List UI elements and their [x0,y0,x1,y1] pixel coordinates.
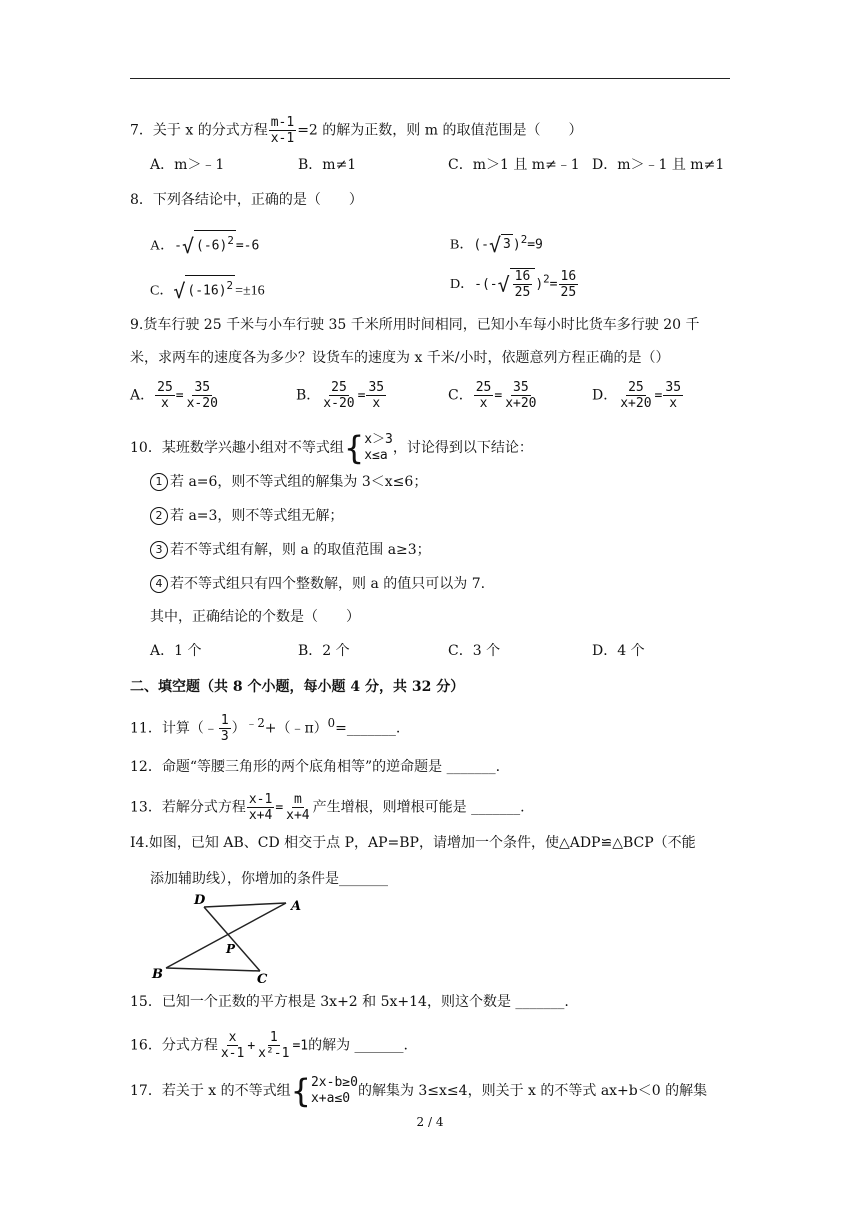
q10-option-b: B．2 个 [298,643,350,659]
inequality-system: { 2x-b≥0 x+a≤0 [290,1072,358,1110]
label-a: A [291,899,302,914]
q8-option-b: B．(-√ 3 )$^2$=9 [450,232,543,257]
q8-option-c: C．√ $(-16)^2 =\pm 16$ [150,275,265,301]
q7-option-d: D．m＞﹣1 且 m≠1 [592,157,725,173]
page-number: 2 / 4 [416,1115,444,1129]
q7-option-b: B．m≠1 [298,157,357,173]
q10-option-d: D．4 个 [592,643,645,659]
label-b: B [152,967,163,982]
segment-da [204,903,286,907]
label-c: C [257,972,268,983]
q9-option-b: B． $\frac{25}{x-20}$ = $\frac{35}{x}$ [296,380,385,411]
label-d: D [194,893,206,908]
question-8-stem: 8．下列各结论中，正确的是（ ） [130,192,363,208]
q10-conclusion-2: 2 若 a=3，则不等式组无解； [150,506,343,526]
question-9-line-2: 米，求两车的速度各为多少？设货车的速度为 x 千米/小时，依题意列方程正确的是（） [130,350,670,366]
question-13: 13．若解分式方程 $\frac{x-1}{x+4}$ = $\frac{m}{x+4}$ 产生增根，则增根可能是 _______. [130,792,525,823]
question-14-line-2: 添加辅助线），你增加的条件是_______ [150,871,388,887]
q10-option-a: A．1 个 [150,643,202,659]
q10-option-c: C．3 个 [448,643,501,659]
question-9-line-1: 9.货车行驶 25 千米与小车行驶 35 千米所用时间相同，已知小车每小时比货车多行驶 20 千 [130,317,700,333]
question-7-stem: 7．关于 x 的分式方程 $\frac{m-1}{x-1}$ =2 的解为正数，则 m 的取值范围是（ ） [130,115,583,146]
q10-conclusion-4: 4 若不等式组只有四个整数解，则 a 的值只可以为 7. [150,574,485,594]
question-14-line-1: I4.如图，已知 AB、CD 相交于点 P，AP=BP，请增加一个条件，使△ADP≌△BCP（不能 [130,835,696,851]
q10-ask: 其中，正确结论的个数是（ ） [150,609,360,625]
question-17: 17．若关于 x 的不等式组 { 2x-b≥0 x+a≤0 的解集为 3≤x≤4，则关于 x 的不等式 ax+b＜0 的解集 [130,1072,708,1110]
segment-bc [166,968,260,971]
geometry-figure [140,888,320,983]
fraction: $\frac{m-1}{x-1}$ [270,115,295,146]
segment-dc [204,907,260,971]
header-rule [130,78,730,79]
question-11: 11．计算（﹣ $\frac{1}{3}$ ）$^{﹣2}$+（﹣π）$^0$=_______. [130,713,401,745]
question-10-stem: 10．某班数学兴趣小组对不等式组 { x＞3 x≤a ，讨论得到以下结论： [130,429,533,467]
q7-option-a: A．m＞﹣1 [150,157,225,173]
q8-option-d: D．-(-√ $\frac{16}{25}$ )$^2$= $\frac{16}{25}$ [450,269,577,300]
segment-ab [166,903,286,968]
q9-option-d: D． $\frac{25}{x+20}$ = $\frac{35}{x}$ [592,380,682,411]
label-p: P [226,942,236,956]
question-12: 12．命题“等腰三角形的两个底角相等”的逆命题是 _______. [130,759,501,775]
q10-conclusion-1: 1 若 a=6，则不等式组的解集为 3＜x≤6； [150,472,427,492]
question-16: 16．分式方程 $\frac{x}{x-1}$ + $\frac{1}{\text{x²-1}}$ =1的解为 _______. [130,1030,409,1061]
q9-option-a: A． $\frac{25}{x}$ = $\frac{35}{x-20}$ [130,380,218,411]
inequality-system: { x＞3 x≤a [343,429,393,467]
q9-option-c: C． $\frac{25}{x}$ = $\frac{35}{x+20}$ [448,380,537,411]
q7-option-c: C．m＞1 且 m≠﹣1 [448,157,580,173]
section-heading: 二、填空题（共 8 个小题，每小题 4 分，共 32 分） [130,679,465,695]
q10-conclusion-3: 3 若不等式组有解，则 a 的取值范围 a≥3； [150,540,431,560]
q8-option-a: A．-√ $(-6)^2 =-6$ [150,230,259,256]
question-15: 15．已知一个正数的平方根是 3x+2 和 5x+14，则这个数是 _______. [130,994,569,1010]
